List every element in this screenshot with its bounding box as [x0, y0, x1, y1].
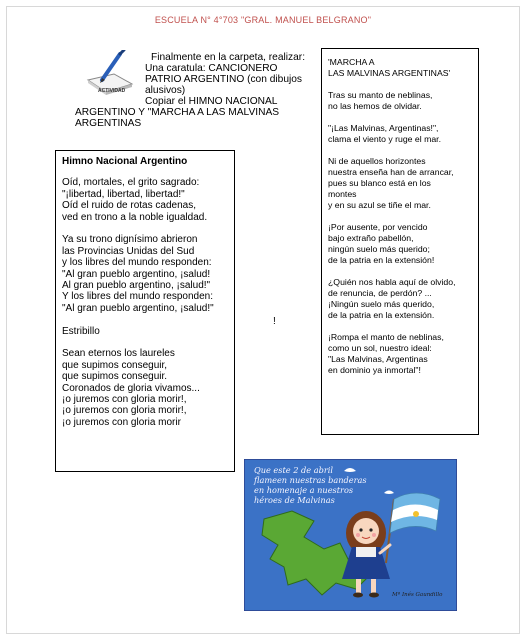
- hymn-stanza: [62, 348, 228, 428]
- instruction-line: Copiar el HIMNO NACIONAL: [145, 96, 278, 107]
- hymn-chorus-label: Estribillo: [62, 325, 100, 337]
- march-stanza: [328, 123, 472, 145]
- march-line: bajo extraño pabellón,: [328, 233, 414, 243]
- march-line: de la patria en la extensión.: [328, 310, 435, 320]
- hymn-line: "Al gran pueblo argentino, ¡salud!: [62, 268, 211, 280]
- hymn-line: "Al gran pueblo argentino, ¡salud!": [62, 302, 214, 314]
- hymn-line: Al gran pueblo argentino, ¡salud!": [62, 280, 211, 292]
- hymn-line: ved en trono a la noble igualdad.: [62, 211, 208, 223]
- caption-line: héroes de Malvinas: [254, 495, 335, 505]
- march-stanza: [328, 277, 472, 321]
- caption-line: Que este 2 de abril: [254, 465, 333, 475]
- march-line: ¿Quién nos habla aquí de olvido,: [328, 277, 456, 287]
- march-line: Ni de aquellos horizontes: [328, 156, 426, 166]
- activity-instructions: [75, 52, 315, 129]
- march-title: [328, 57, 472, 79]
- stray-mark: !: [273, 316, 276, 327]
- march-box: [321, 48, 479, 435]
- march-title-line: LAS MALVINAS ARGENTINAS': [328, 68, 451, 78]
- hymn-stanza: [62, 177, 228, 223]
- hymn-stanza: [62, 326, 228, 337]
- hymn-line: que supimos conseguir,: [62, 359, 168, 371]
- march-line: ¡Por ausente, por vencido: [328, 222, 428, 232]
- march-line: ningún suelo más querido;: [328, 244, 430, 254]
- hymn-line: Y los libres del mundo responden:: [62, 291, 214, 303]
- march-line: "¡Las Malvinas, Argentinas!",: [328, 123, 439, 133]
- instruction-line: ARGENTINAS: [75, 118, 142, 129]
- hymn-line: Coronados de gloria vivamos...: [62, 382, 200, 394]
- march-line: como un sol, nuestro ideal:: [328, 343, 432, 353]
- march-stanza: [328, 222, 472, 266]
- hymn-line: ¡o juremos con gloria morir!,: [62, 405, 187, 417]
- march-line: de renuncia, de perdón? ...: [328, 288, 432, 298]
- hymn-line: las Provincias Unidas del Sud: [62, 245, 195, 257]
- march-stanza: [328, 90, 472, 112]
- march-line: y en su azul se tiñe el mar.: [328, 200, 431, 210]
- malvinas-illustration: [244, 459, 457, 611]
- march-title-line: 'MARCHA A: [328, 57, 375, 67]
- march-line: montes: [328, 189, 357, 199]
- instruction-line: ARGENTINO Y "MARCHA A LAS MALVINAS: [75, 107, 280, 118]
- caption-line: en homenaje a nuestros: [254, 485, 354, 495]
- illustration-caption: [254, 465, 394, 505]
- instruction-line: PATRIO ARGENTINO (con dibujos: [145, 74, 303, 85]
- march-line: pues su blanco está en los: [328, 178, 431, 188]
- march-line: en dominio ya inmortal"!: [328, 365, 421, 375]
- march-line: "Las Malvinas, Argentinas: [328, 354, 428, 364]
- hymn-line: "¡libertad, libertad, libertad!": [62, 188, 185, 200]
- march-stanza: [328, 156, 472, 211]
- march-line: ¡Rompa el manto de neblinas,: [328, 332, 444, 342]
- hymn-stanza: [62, 234, 228, 314]
- instruction-line: alusivos): [145, 85, 186, 96]
- hymn-line: Ya su trono dignísimo abrieron: [62, 234, 198, 246]
- activity-label: ACTIVIDAD: [98, 88, 126, 94]
- march-line: ¡Ningún suelo más querido,: [328, 299, 435, 309]
- hymn-line: Oíd el ruido de rotas cadenas,: [62, 200, 196, 212]
- hymn-line: ¡o juremos con gloria morir: [62, 416, 181, 428]
- march-line: Tras su manto de neblinas,: [328, 90, 433, 100]
- hymn-line: Sean eternos los laureles: [62, 348, 175, 360]
- artist-signature: Mª Inés Gaundillo: [392, 592, 443, 598]
- hymn-line: Oíd, mortales, el grito sagrado:: [62, 177, 200, 189]
- caption-line: flameen nuestras banderas: [254, 475, 367, 485]
- hymn-line: que supimos conseguir.: [62, 371, 168, 383]
- instruction-line: Una caratula: CANCIONERO: [145, 63, 278, 74]
- march-line: nuestra enseña han de arrancar,: [328, 167, 454, 177]
- instruction-line: Finalmente en la carpeta, realizar:: [151, 52, 306, 63]
- march-stanza: [328, 332, 472, 376]
- hymn-line: y los libres del mundo responden:: [62, 257, 212, 269]
- hymn-title: Himno Nacional Argentino: [62, 156, 188, 167]
- hymn-box: [55, 150, 235, 472]
- march-line: no las hemos de olvidar.: [328, 101, 422, 111]
- march-line: clama el viento y ruge el mar.: [328, 134, 441, 144]
- hymn-line: ¡o juremos con gloria morir!,: [62, 394, 187, 406]
- school-header: ESCUELA N° 4°703 "GRAL. MANUEL BELGRANO": [154, 15, 372, 25]
- march-line: de la patria en la extensión!: [328, 255, 435, 265]
